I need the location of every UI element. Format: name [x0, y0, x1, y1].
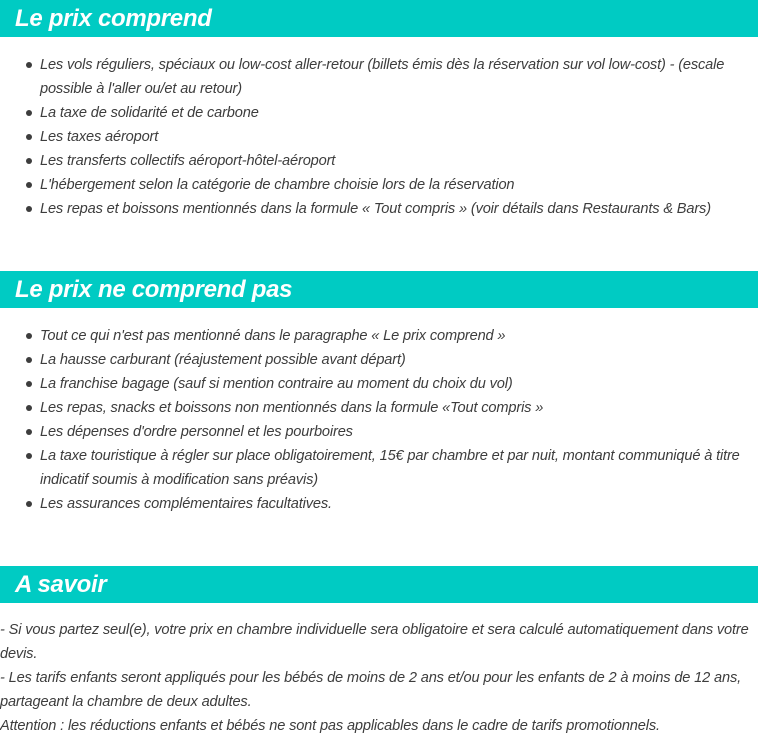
info-paragraph: Attention : les réductions enfants et bébés ne sont pas applicables dans le cadre de tarifs promotionnels. — [0, 718, 660, 734]
section-title: A savoir — [15, 571, 107, 598]
list-item: Tout ce qui n'est pas mentionné dans le paragraphe « Le prix comprend » — [0, 324, 758, 348]
list-item: Les taxes aéroport — [0, 125, 758, 149]
info-paragraph: - Si vous partez seul(e), votre prix en chambre individuelle sera obligatoire et sera calculé automatiquement dans votre devis. — [0, 622, 749, 662]
list-item: La franchise bagage (sauf si mention contraire au moment du choix du vol) — [0, 372, 758, 396]
list-item: Les repas, snacks et boissons non mentionnés dans la formule «Tout compris » — [0, 396, 758, 420]
section-header-a-savoir — [0, 566, 758, 603]
list-item: Les dépenses d'ordre personnel et les pourboires — [0, 420, 758, 444]
list-item: L'hébergement selon la catégorie de chambre choisie lors de la réservation — [0, 173, 758, 197]
info-paragraph: - Les tarifs enfants seront appliqués pour les bébés de moins de 2 ans et/ou pour les enfants de 2 à moins de 12 ans, partageant la chambre de deux adultes. — [0, 670, 741, 710]
section-header-prix-ne-comprend-pas — [0, 271, 758, 308]
list-item: La taxe de solidarité et de carbone — [0, 101, 758, 125]
section-title: Le prix ne comprend pas — [15, 276, 293, 303]
list-item: La hausse carburant (réajustement possible avant départ) — [0, 348, 758, 372]
list-item: Les transferts collectifs aéroport-hôtel-aéroport — [0, 149, 758, 173]
section-header-prix-comprend — [0, 0, 758, 37]
list-item: Les assurances complémentaires facultatives. — [0, 492, 758, 516]
section-title: Le prix comprend — [15, 5, 212, 32]
a-savoir-text — [0, 618, 758, 738]
excluded-list — [0, 324, 758, 516]
list-item: Les repas et boissons mentionnés dans la formule « Tout compris » (voir détails dans Restaurants & Bars) — [0, 197, 758, 221]
included-list — [0, 53, 758, 221]
list-item: Les vols réguliers, spéciaux ou low-cost aller-retour (billets émis dès la réservation sur vol low-cost) - (escale possible à l'aller ou/et au retour) — [0, 53, 758, 101]
list-item: La taxe touristique à régler sur place obligatoirement, 15€ par chambre et par nuit, montant communiqué à titre indicatif soumis à modification sans préavis) — [0, 444, 758, 492]
